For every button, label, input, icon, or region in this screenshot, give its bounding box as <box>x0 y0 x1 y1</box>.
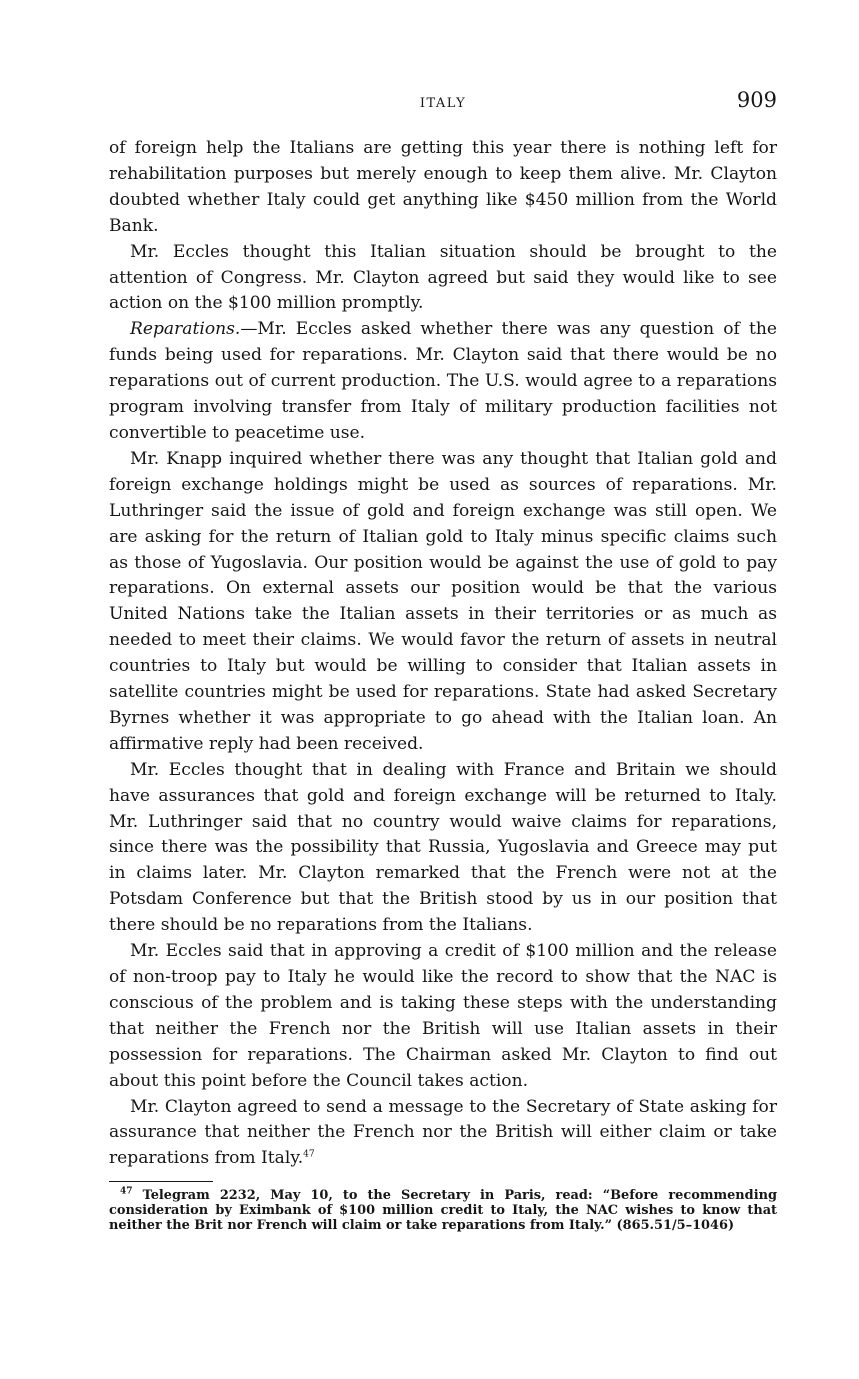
paragraph-3 <box>109 317 777 447</box>
paragraph-5-text: Mr. Eccles thought that in dealing with France and Britain we should have assurances that gold and foreign exchange will be returned to Italy. Mr. Luthringer said that no country would waive claims for reparations, since there was the possibility that Russia, Yugoslavia and Greece may put in claims later. Mr. Clayton remarked that the French were not at the Potsdam Conference but that the British stood by us in our position that there should be no reparations from the Italians. <box>109 759 777 936</box>
paragraph-4 <box>109 447 777 758</box>
paragraph-2-text: Mr. Eccles thought this Italian situation should be brought to the attention of Congress. Mr. Clayton agreed but said they would like to see action on the $100 million promptly. <box>109 241 777 314</box>
footnote-divider <box>109 1181 213 1182</box>
paragraph-6-text: Mr. Eccles said that in approving a credit of $100 million and the release of non-troop pay to Italy he would like the record to show that the NAC is conscious of the problem and is taking these steps with the understanding that neither the French nor the British will use Italian assets in their possession for reparations. The Chairman asked Mr. Clayton to find out about this point before the Council takes action. <box>109 941 777 1091</box>
paragraph-4-text: Mr. Knapp inquired whether there was any thought that Italian gold and foreign exchange holdings might be used as sources of reparations. Mr. Luthringer said the issue of gold and foreign exchange was still open. We are asking for the return of Italian gold to Italy minus specific claims such as those of Yugoslavia. Our position would be against the use of gold to pay reparations. On external assets our position would be that the various United Nations take the Italian assets in their territories or as much as needed to meet their claims. We would favor the return of assets in neutral countries to Italy but would be willing to consider that Italian assets in satellite countries might be used for reparations. State had asked Secretary Byrnes whether it was appropriate to go ahead with the Italian loan. An affirmative reply had been received. <box>109 448 777 754</box>
footnote-marker: 47 <box>120 1186 133 1197</box>
footnote-reference: 47 <box>303 1149 315 1160</box>
document-page <box>109 88 777 1233</box>
paragraph-2 <box>109 240 777 318</box>
running-header <box>109 88 777 120</box>
section-heading-reparations: Reparations. <box>130 319 241 340</box>
paragraph-6 <box>109 939 777 1094</box>
body-text <box>109 136 777 1172</box>
footnote <box>109 1188 777 1233</box>
paragraph-5 <box>109 758 777 939</box>
footnote-text: Telegram 2232, May 10, to the Secretary in Paris, read: “Before recommending consideration by Eximbank of $100 million credit to Italy, the NAC wishes to know that neither the Brit nor French will claim or take reparations from Italy.” (865.51/5–1046) <box>109 1188 777 1234</box>
running-title: ITALY <box>419 96 467 111</box>
paragraph-7 <box>109 1095 777 1173</box>
paragraph-1-text: of foreign help the Italians are getting this year there is nothing left for rehabilitation purposes but merely enough to keep them alive. Mr. Clayton doubted whether Italy could get anything like $450 million from the World Bank. <box>109 138 777 236</box>
page-number: 909 <box>736 88 777 112</box>
paragraph-3-text: —Mr. Eccles asked whether there was any question of the funds being used for reparations. Mr. Clayton said that there would be no reparations out of current production. The U.S. would agree to a reparations program involving transfer from Italy of military production facilities not convertible to peacetime use. <box>109 319 777 443</box>
paragraph-7-text: Mr. Clayton agreed to send a message to the Secretary of State asking for assurance that neither the French nor the British will either claim or take reparations from Italy. <box>109 1096 777 1169</box>
paragraph-1 <box>109 136 777 240</box>
